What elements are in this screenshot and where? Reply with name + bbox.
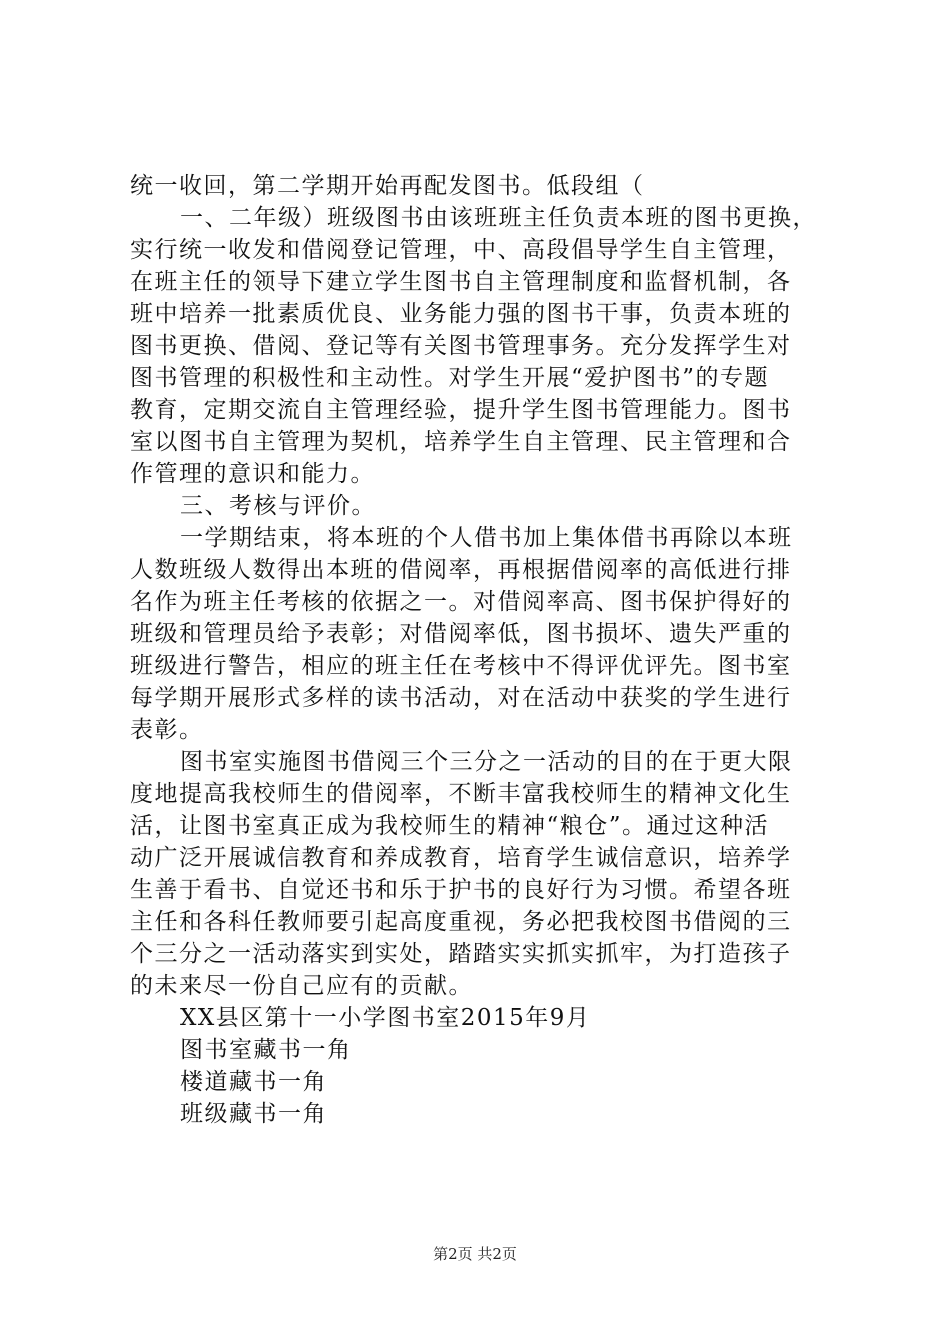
document-line: 一学期结束，将本班的个人借书加上集体借书再除以本班: [180, 525, 793, 551]
document-line: 图书室藏书一角: [180, 1037, 352, 1063]
document-line: 活，让图书室真正成为我校师生的精神“粮仓”。通过这种活: [130, 813, 770, 839]
document-line: 个三分之一活动落实到实处，踏踏实实抓实抓牢，为打造孩子: [130, 941, 792, 967]
document-line: 作管理的意识和能力。: [130, 461, 375, 487]
document-line: XX县区第十一小学图书室2015年9月: [180, 1005, 591, 1031]
document-line: 班级和管理员给予表彰；对借阅率低，图书损坏、遗失严重的: [130, 621, 792, 647]
document-line: 在班主任的领导下建立学生图书自主管理制度和监督机制，各: [130, 269, 792, 295]
document-line: 实行统一收发和借阅登记管理，中、高段倡导学生自主管理，: [130, 237, 792, 263]
document-line: 主任和各科任教师要引起高度重视，务必把我校图书借阅的三: [130, 909, 792, 935]
document-body: [130, 170, 840, 1130]
document-line: 教育，定期交流自主管理经验，提升学生图书管理能力。图书: [130, 397, 792, 423]
document-line: 班中培养一批素质优良、业务能力强的图书干事，负责本班的: [130, 301, 792, 327]
document-line: 的未来尽一份自己应有的贡献。: [130, 973, 473, 999]
document-line: 图书管理的积极性和主动性。对学生开展“爱护图书”的专题: [130, 365, 770, 391]
document-line: 名作为班主任考核的依据之一。对借阅率高、图书保护得好的: [130, 589, 792, 615]
document-line: 一、二年级）班级图书由该班班主任负责本班的图书更换，: [180, 205, 817, 231]
document-line: 室以图书自主管理为契机，培养学生自主管理、民主管理和合: [130, 429, 792, 455]
document-line: 动广泛开展诚信教育和养成教育，培育学生诚信意识，培养学: [130, 845, 792, 871]
document-line: 生善于看书、自觉还书和乐于护书的良好行为习惯。希望各班: [130, 877, 792, 903]
document-line: 班级藏书一角: [180, 1101, 327, 1127]
document-line: 统一收回，第二学期开始再配发图书。低段组（: [130, 173, 645, 199]
document-line: 图书室实施图书借阅三个三分之一活动的目的在于更大限: [180, 749, 793, 775]
document-line: 每学期开展形式多样的读书活动，对在活动中获奖的学生进行: [130, 685, 792, 711]
document-line: 表彰。: [130, 717, 204, 743]
page-footer: 第2页 共2页: [433, 1245, 517, 1263]
document-line: 度地提高我校师生的借阅率，不断丰富我校师生的精神文化生: [130, 781, 792, 807]
document-line: 图书更换、借阅、登记等有关图书管理事务。充分发挥学生对: [130, 333, 792, 359]
document-line: 楼道藏书一角: [180, 1069, 327, 1095]
document-line: 三、考核与评价。: [180, 493, 376, 519]
document-line: 班级进行警告，相应的班主任在考核中不得评优评先。图书室: [130, 653, 792, 679]
document-line: 人数班级人数得出本班的借阅率，再根据借阅率的高低进行排: [130, 557, 792, 583]
